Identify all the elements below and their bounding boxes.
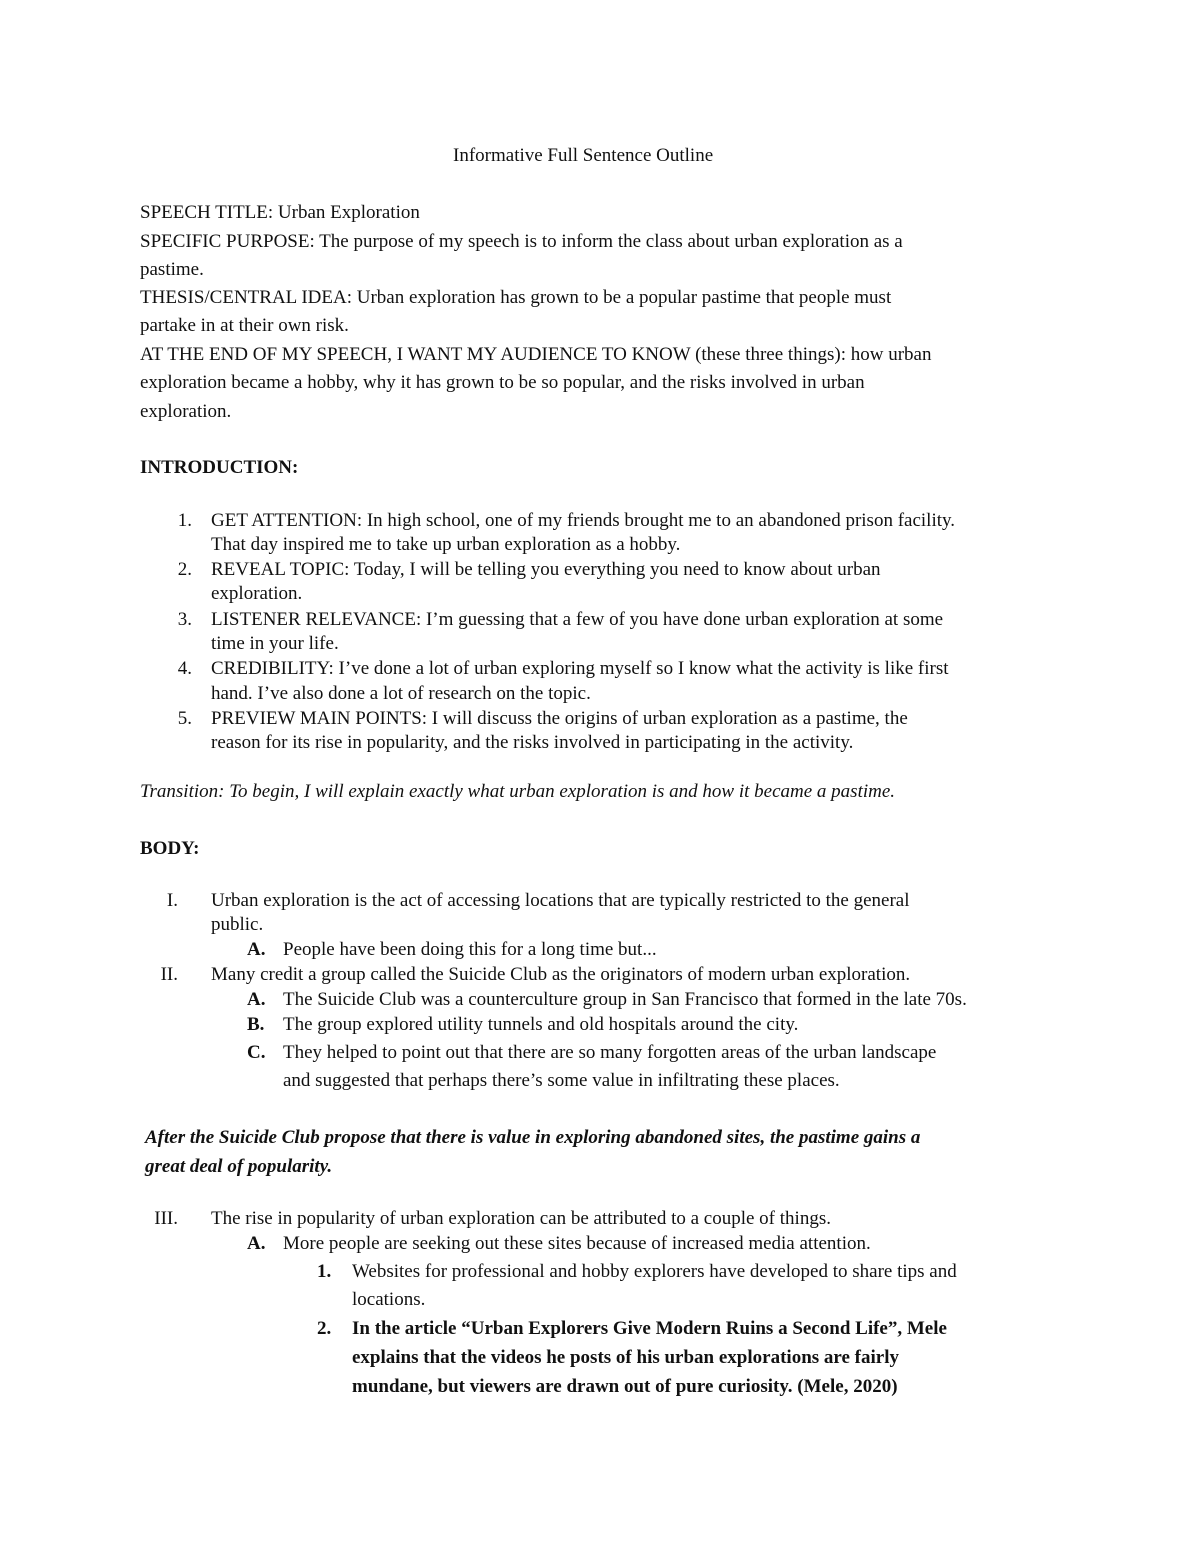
speech-title-line: SPEECH TITLE: Urban Exploration [140,202,420,223]
main-point-text: Many credit a group called the Suicide Club as the originators of modern urban exploration. [211,964,911,985]
intro-item-text: time in your life. [211,633,339,654]
document-title: Informative Full Sentence Outline [453,145,714,166]
audience-goal-line-3: exploration. [140,401,232,422]
sub-point-letter: A. [247,939,266,960]
sub-sub-point-number: 2. [317,1318,332,1339]
sub-sub-point-text: explains that the videos he posts of his urban explorations are fairly [352,1347,899,1368]
intro-item-text: PREVIEW MAIN POINTS: I will discuss the origins of urban exploration as a pastime, the [211,708,908,729]
intro-item-number: 3. [177,609,192,630]
sub-sub-point-text: In the article “Urban Explorers Give Modern Ruins a Second Life”, Mele [352,1318,947,1339]
intro-item-text: LISTENER RELEVANCE: I’m guessing that a few of you have done urban exploration at some [211,609,944,630]
main-point-numeral: I. [166,890,178,911]
intro-item-number: 4. [177,658,192,679]
intro-item-text: GET ATTENTION: In high school, one of my friends brought me to an abandoned prison facility. [211,510,956,531]
intro-item-text: reason for its rise in popularity, and the risks involved in participating in the activity. [211,732,854,753]
sub-point-letter: C. [247,1042,266,1063]
intro-item-text: That day inspired me to take up urban exploration as a hobby. [211,534,681,555]
intro-item-text: exploration. [211,583,303,604]
introduction-heading: INTRODUCTION: [140,457,299,478]
intro-item-text: CREDIBILITY: I’ve done a lot of urban exploring myself so I know what the activity is like first [211,658,949,679]
specific-purpose-line-2: pastime. [140,259,204,280]
sub-sub-point-text: mundane, but viewers are drawn out of pure curiosity. (Mele, 2020) [352,1376,898,1397]
intro-item-number: 2. [177,559,192,580]
audience-goal-line-1: AT THE END OF MY SPEECH, I WANT MY AUDIENCE TO KNOW (these three things): how urban [140,344,932,365]
main-point-text: Urban exploration is the act of accessing locations that are typically restricted to the general [211,890,910,911]
section-transition-text: After the Suicide Club propose that there is value in exploring abandoned sites, the pastime gains a [145,1127,921,1148]
sub-sub-point-text: Websites for professional and hobby explorers have developed to share tips and [352,1261,957,1282]
sub-point-text: People have been doing this for a long time but... [283,939,657,960]
specific-purpose-line-1: SPECIFIC PURPOSE: The purpose of my speech is to inform the class about urban exploration as a [140,231,903,252]
audience-goal-line-2: exploration became a hobby, why it has grown to be so popular, and the risks involved in urban [140,372,865,393]
main-point-numeral: II. [160,964,178,985]
main-point-text: The rise in popularity of urban exploration can be attributed to a couple of things. [211,1208,831,1229]
sub-point-text: They helped to point out that there are so many forgotten areas of the urban landscape [283,1042,937,1063]
sub-point-text: The group explored utility tunnels and old hospitals around the city. [283,1014,799,1035]
section-transition-text: great deal of popularity. [145,1156,333,1177]
intro-item-number: 1. [177,510,192,531]
sub-point-text: The Suicide Club was a counterculture group in San Francisco that formed in the late 70s. [283,989,967,1010]
transition-text: Transition: To begin, I will explain exactly what urban exploration is and how it became a pastime. [140,781,896,802]
sub-point-letter: A. [247,989,266,1010]
sub-point-letter: A. [247,1233,266,1254]
body-heading: BODY: [140,838,200,859]
sub-point-text: and suggested that perhaps there’s some value in infiltrating these places. [283,1070,840,1091]
thesis-line-1: THESIS/CENTRAL IDEA: Urban exploration has grown to be a popular pastime that people must [140,287,892,308]
sub-point-text: More people are seeking out these sites because of increased media attention. [283,1233,871,1254]
intro-item-text: hand. I’ve also done a lot of research on the topic. [211,683,591,704]
main-point-text: public. [211,914,264,935]
sub-point-letter: B. [247,1014,265,1035]
sub-sub-point-number: 1. [317,1261,332,1282]
intro-item-text: REVEAL TOPIC: Today, I will be telling you everything you need to know about urban [211,559,881,580]
main-point-numeral: III. [154,1208,178,1229]
thesis-line-2: partake in at their own risk. [140,315,349,336]
intro-item-number: 5. [177,708,192,729]
sub-sub-point-text: locations. [352,1289,426,1310]
